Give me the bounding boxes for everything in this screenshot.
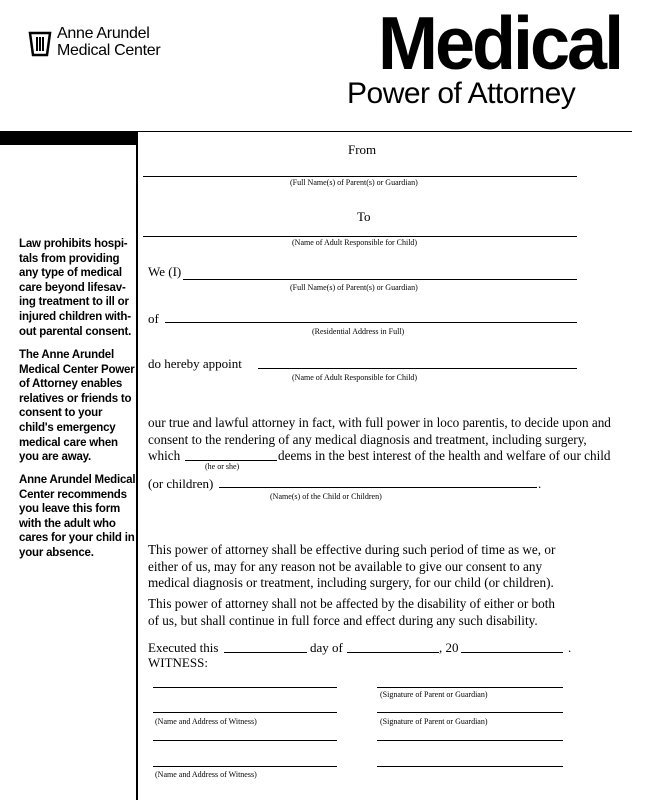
we-label: We (I) [148,264,182,279]
appoint-field[interactable] [258,368,577,369]
authority-text-line2: consent to the rendering of any medical diagnosis and treatment, including surgery, [148,432,587,447]
witness-2-field-b[interactable] [153,766,337,767]
we-field[interactable] [183,279,577,280]
signature-1-caption: (Signature of Parent or Guardian) [380,690,488,699]
executed-day-field[interactable] [224,652,307,653]
disability-paragraph: This power of attorney shall not be affected by the disability of either or both of us, but shall continue in full force and effect during any such disability. [148,596,555,628]
we-caption: (Full Name(s) of Parent(s) or Guardian) [290,283,418,292]
signature-2-field[interactable] [377,712,563,713]
from-label: From [348,142,377,157]
witness-2-caption: (Name and Address of Witness) [155,770,257,779]
logo [28,25,178,65]
witness-3-field-a[interactable] [377,740,563,741]
which-label: which [148,448,181,463]
of-caption: (Residential Address in Full) [312,327,405,336]
header-black-bar [0,131,138,145]
of-label: of [148,311,159,326]
executed-year-field[interactable] [461,652,563,653]
children-field[interactable] [219,487,537,488]
sidebar-divider [136,145,138,800]
brand-name-line1: Anne Arundel [57,25,150,42]
to-label: To [357,209,371,224]
page-title: Medical [378,2,622,86]
brand-name-line2: Medical Center [57,42,161,59]
day-of-label: day of [310,640,343,655]
year-label: , 20 [439,640,459,655]
executed-label: Executed this [148,640,219,655]
witness-1-field-b[interactable] [153,712,337,713]
witness-1-caption: (Name and Address of Witness) [155,717,257,726]
witness-label: WITNESS: [148,655,208,670]
executed-month-field[interactable] [347,652,439,653]
witness-1-field-a[interactable] [153,687,337,688]
appoint-label: do hereby appoint [148,356,242,371]
page-subtitle: Power of Attorney [347,77,576,110]
from-field[interactable] [143,176,577,177]
effective-paragraph: This power of attorney shall be effective during such period of time as we, or either of us, may for any reason not be available to give our consent to any medical diagnosis or treatment, including surgery, for our child (or children). [148,542,556,590]
header-rule [138,131,632,132]
children-caption: (Name(s) of the Child or Children) [270,492,382,501]
hospital-logo-icon [28,29,52,57]
address-field[interactable] [165,322,577,323]
sidebar-note-2: The Anne Arundel Medical Center Power of Attorney enables relatives or friends to consent to your child's emergency medical care when you are away. [19,349,135,464]
to-caption: (Name of Adult Responsible for Child) [292,238,418,247]
sidebar-note-3: Anne Arundel Medical Center recommends you leave this form with the adult who cares for your child in your absence. [19,474,136,559]
witness-2-field-a[interactable] [153,740,337,741]
he-she-field[interactable] [185,460,277,461]
witness-3-field-b[interactable] [377,766,563,767]
appoint-caption: (Name of Adult Responsible for Child) [292,373,418,382]
signature-2-caption: (Signature of Parent or Guardian) [380,717,488,726]
signature-1-field[interactable] [377,687,563,688]
which-rest-text: deems in the best interest of the health and welfare of our child [278,448,611,463]
sidebar-note-1: Law prohibits hospi- tals from providing any type of medical care beyond lifesav- ing treatment to ill or injured children with- out parental consent. [19,238,132,338]
to-field[interactable] [143,236,577,237]
from-caption: (Full Name(s) of Parent(s) or Guardian) [290,178,418,187]
he-she-caption: (he or she) [205,462,240,471]
children-label: (or children) [148,476,214,491]
authority-text-line1: our true and lawful attorney in fact, with full power in loco parentis, to decide upon and [148,415,611,430]
executed-end: . [568,640,572,655]
children-end: . [538,476,542,491]
